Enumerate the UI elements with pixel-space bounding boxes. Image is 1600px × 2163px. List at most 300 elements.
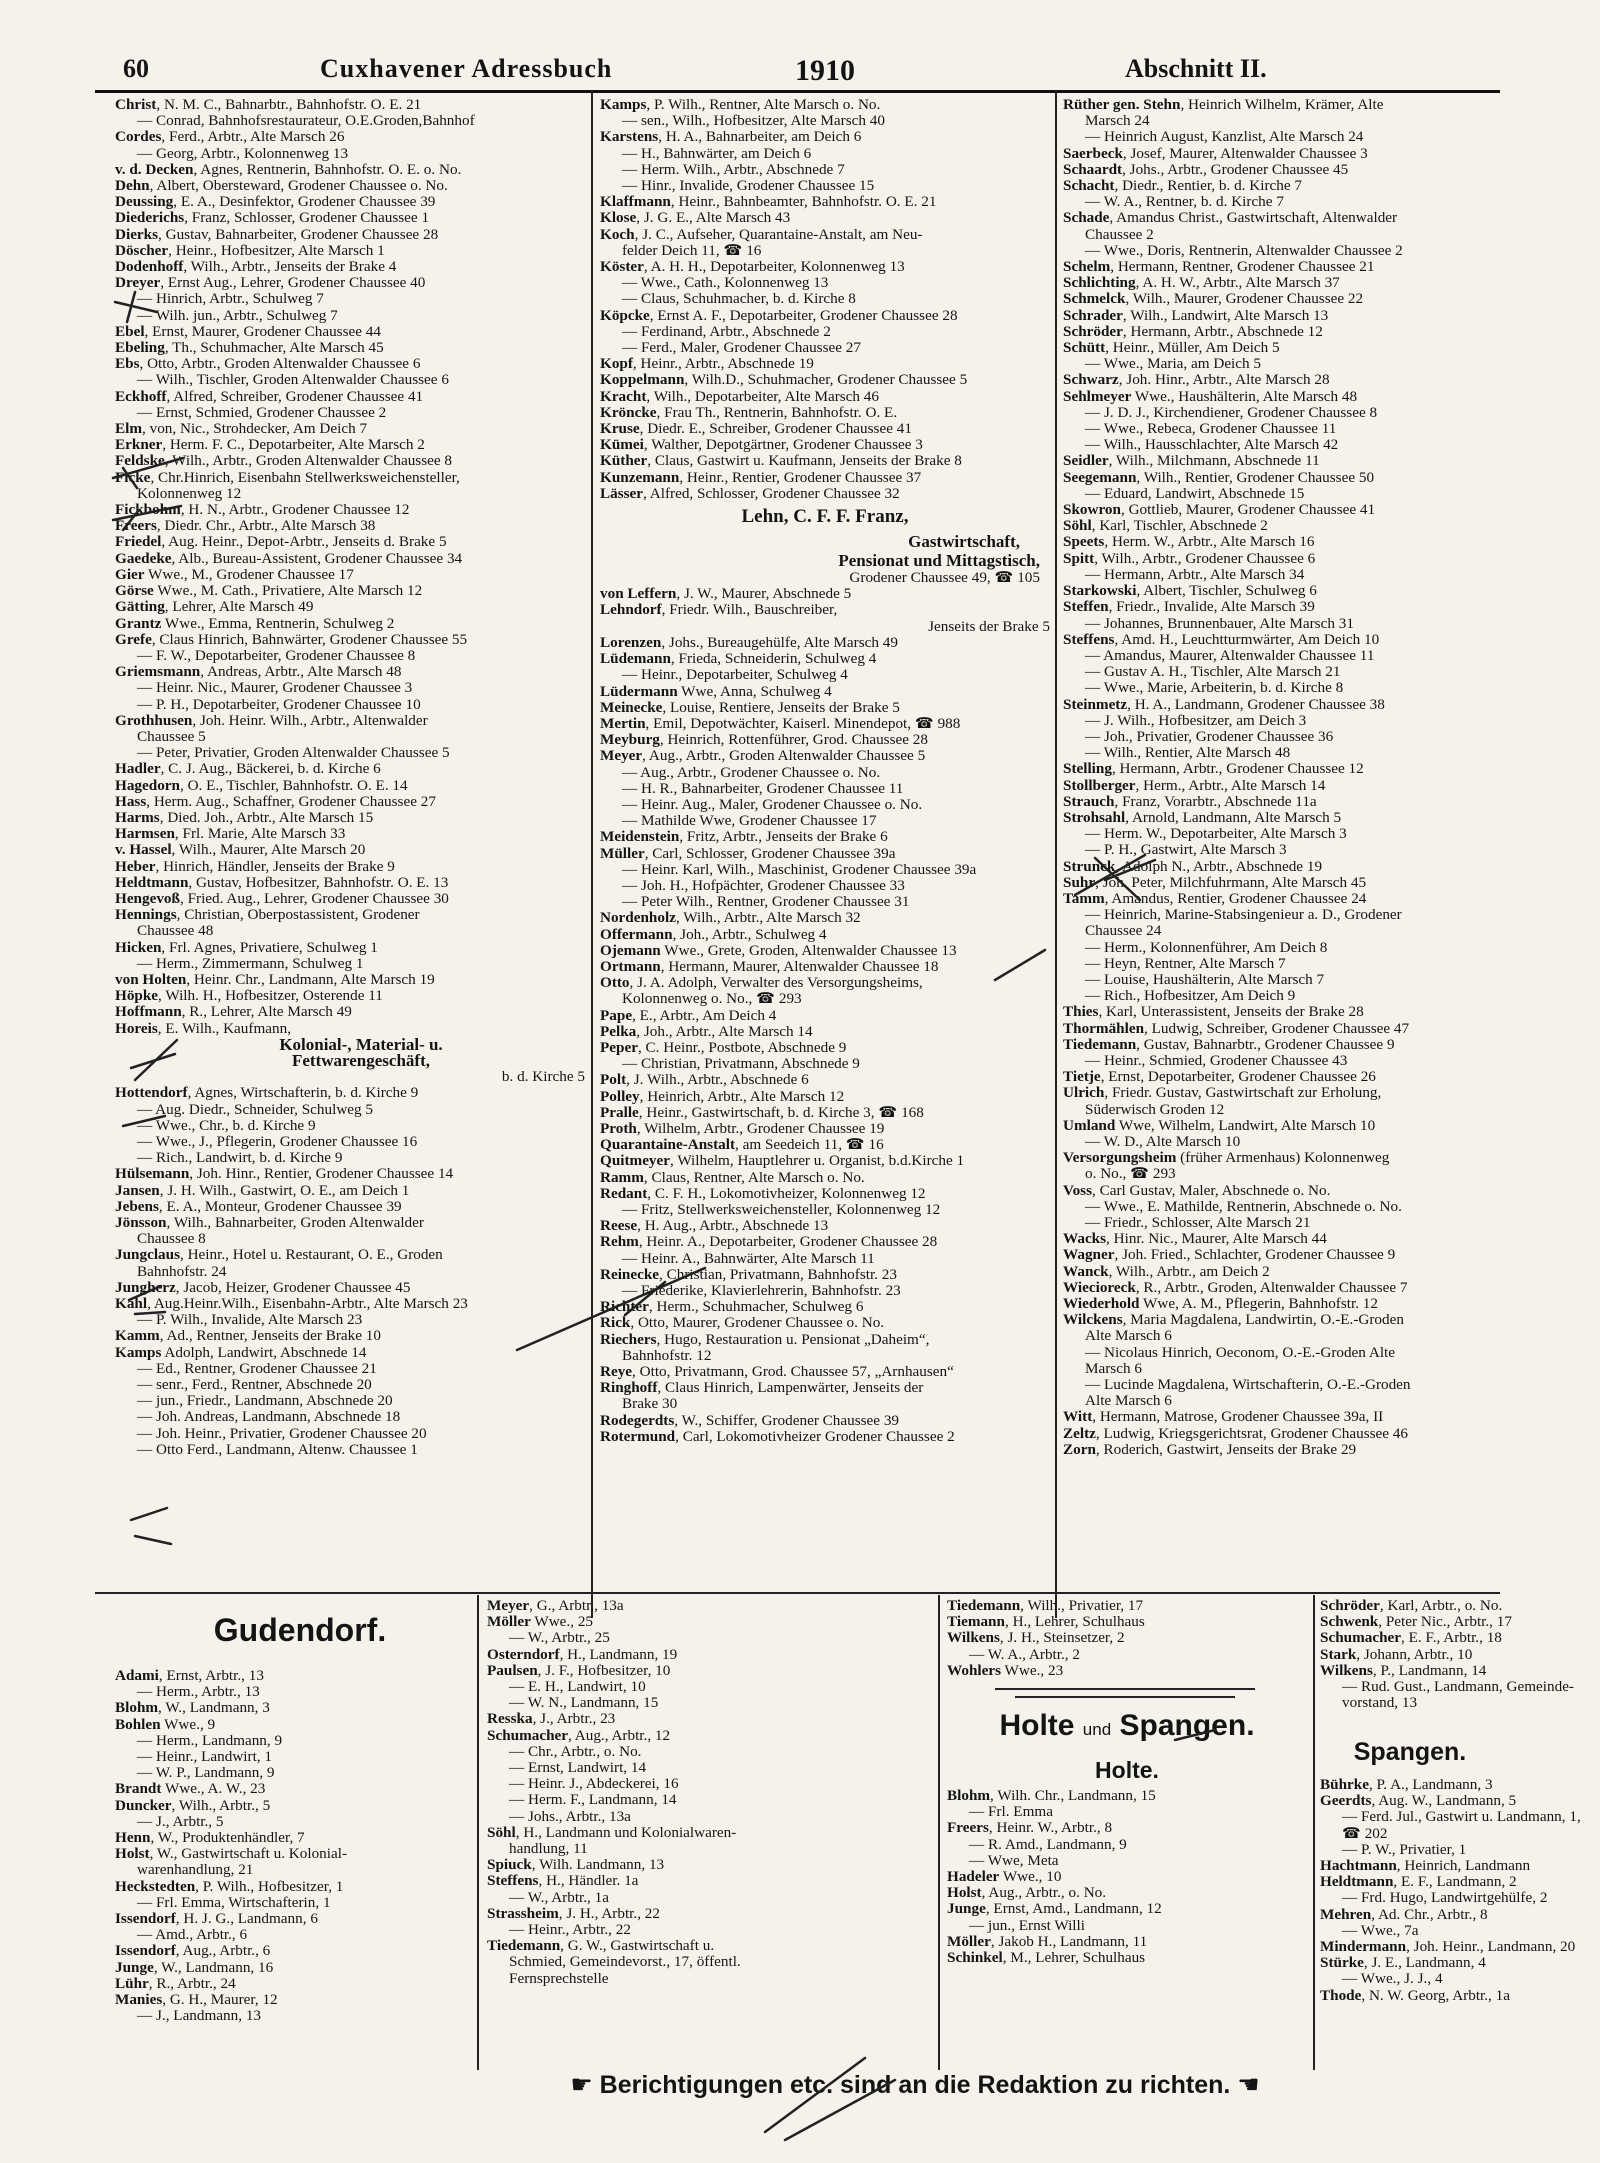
entry-details: — Heinr. Karl, Wilh., Maschinist, Grodener Chaussee 39a bbox=[622, 860, 977, 878]
entry-details: , Roderich, Gastwirt, Jenseits der Brake 29 bbox=[1095, 1440, 1357, 1458]
entry-details: , E. Wilh., Kaufmann, bbox=[157, 1019, 291, 1037]
entry-surname: Wohlers bbox=[947, 1661, 1002, 1679]
section-label: Abschnitt II. bbox=[1125, 54, 1267, 83]
entry-details: , Frl. Agnes, Privatiere, Schulweg 1 bbox=[161, 938, 378, 956]
entry-surname: Schlichting bbox=[1063, 274, 1136, 292]
entry-details: — Frl. Emma, Wirtschafterin, 1 bbox=[137, 1893, 331, 1911]
entry-surname: Reinecke bbox=[600, 1265, 660, 1283]
entry-details: , Wilh. H., Hofbesitzer, Osterende 11 bbox=[158, 987, 383, 1005]
entry-details: Alte Marsch 6 bbox=[1085, 1392, 1172, 1410]
entry-details: , H., Landmann, 19 bbox=[559, 1645, 678, 1663]
entry-surname: Eckhoff bbox=[115, 387, 167, 405]
entry-details: Wwe., 23 bbox=[1001, 1661, 1064, 1679]
entry-details: , N. W. Georg, Arbtr., 1a bbox=[1361, 1986, 1510, 2004]
entry-surname: Issendorf bbox=[115, 1910, 176, 1928]
entry-details: , Albert, Tischler, Schulweg 6 bbox=[1136, 582, 1317, 600]
entry-surname: Diederichs bbox=[115, 209, 185, 227]
entry-surname: Schelm bbox=[1063, 258, 1111, 276]
entry-surname: Kümei bbox=[600, 436, 644, 454]
entry-surname: Steffens bbox=[487, 1872, 539, 1890]
entry-details: Chaussee 2 bbox=[1085, 225, 1154, 243]
entry-details: — W., Arbtr., 25 bbox=[509, 1629, 610, 1647]
entry-surname: Horeis bbox=[115, 1019, 158, 1037]
entry-details: — J., Arbtr., 5 bbox=[137, 1812, 224, 1830]
entry-details: Marsch 24 bbox=[1085, 112, 1150, 130]
pencil-mark-icon bbox=[123, 1116, 165, 1126]
entry-details: , Aug.Heinr.Wilh., Eisenbahn-Arbtr., Alte Marsch 23 bbox=[147, 1295, 468, 1313]
entry-surname: Blohm bbox=[115, 1699, 159, 1717]
entry-details: Schmied, Gemeindevorst., 17, öffentl. bbox=[509, 1953, 741, 1971]
entry-details: (früher Armenhaus) Kolonnenweg bbox=[1176, 1149, 1390, 1167]
entry-surname: Wiederhold bbox=[1063, 1295, 1140, 1313]
entry-details: — Gustav A. H., Tischler, Alte Marsch 21 bbox=[1085, 663, 1341, 681]
entry-surname: Kahl bbox=[115, 1295, 148, 1313]
entry-surname: v. d. Decken bbox=[115, 160, 194, 178]
entry-details: ☎ 202 bbox=[1342, 1824, 1388, 1842]
entry-surname: Steffens bbox=[1063, 630, 1115, 648]
entry-surname: Koppelmann bbox=[600, 371, 685, 389]
entry-surname: Skowron bbox=[1063, 501, 1121, 519]
entry-details: Wwe, Anna, Schulweg 4 bbox=[677, 682, 832, 700]
entry-details: , Christian, Privatmann, Bahnhofstr. 23 bbox=[659, 1265, 897, 1283]
entry-surname: Riechers bbox=[600, 1330, 657, 1348]
entry-details: , Hermann, Arbtr., Abschnede 12 bbox=[1122, 322, 1323, 340]
pencil-mark-icon bbox=[131, 1508, 171, 1544]
entry-details: Chaussee 24 bbox=[1085, 922, 1162, 940]
entry-details: — Wwe., Maria, am Deich 5 bbox=[1085, 355, 1262, 373]
entry-details: , W., Landmann, 3 bbox=[158, 1699, 270, 1717]
entry-details: , Hinr. Nic., Maurer, Alte Marsch 44 bbox=[1106, 1230, 1327, 1248]
entry-details: , Andreas, Arbtr., Alte Marsch 48 bbox=[200, 663, 402, 681]
entry-surname: Kamps bbox=[115, 1343, 162, 1361]
entry-surname: Ringhoff bbox=[600, 1379, 658, 1397]
entry-surname: Jungherz bbox=[115, 1278, 176, 1296]
entry-details: , Friedr. Wilh., Bauschreiber, bbox=[661, 601, 838, 619]
entry-details: , H. A., Landmann, Grodener Chaussee 38 bbox=[1127, 695, 1385, 713]
entry-details: Wwe., A. W., 23 bbox=[161, 1780, 266, 1798]
entry-surname: Möller bbox=[487, 1613, 531, 1631]
entry-details: — Wilh., Hausschlachter, Alte Marsch 42 bbox=[1085, 436, 1339, 454]
entry-details: , Fried. Aug., Lehrer, Grodener Chaussee 30 bbox=[179, 889, 449, 907]
entry-details: — Eduard, Landwirt, Abschnede 15 bbox=[1085, 484, 1305, 502]
entry-surname: Lühr bbox=[115, 1974, 149, 1992]
entry-details: , O. E., Tischler, Bahnhofstr. O. E. 14 bbox=[179, 776, 408, 794]
entry-surname: Rodegerdts bbox=[600, 1411, 675, 1429]
entry-details: — Johannes, Brunnenbauer, Alte Marsch 31 bbox=[1085, 614, 1354, 632]
entry-details: , Jakob H., Landmann, 11 bbox=[990, 1932, 1148, 1950]
entry-details: , E. F., Arbtr., 18 bbox=[1401, 1629, 1502, 1647]
entry-surname: Schaardt bbox=[1063, 160, 1123, 178]
entry-details: , J. F., Hofbesitzer, 10 bbox=[537, 1661, 671, 1679]
entry-details: , Wilh., Arbtr., Grodener Chaussee 6 bbox=[1094, 549, 1316, 567]
pointing-hand-left-icon: ☛ bbox=[570, 2071, 600, 2099]
entry-surname: Schumacher bbox=[487, 1726, 568, 1744]
entry-details: , Wilh., Arbtr., Jenseits der Brake 4 bbox=[183, 258, 397, 276]
entry-details: , Friedr., Invalide, Alte Marsch 39 bbox=[1108, 598, 1315, 616]
entry-surname: Hachtmann bbox=[1320, 1857, 1397, 1875]
entry-details: — W. A., Arbtr., 2 bbox=[969, 1645, 1080, 1663]
entry-details: , J. G. E., Alte Marsch 43 bbox=[636, 209, 791, 227]
entry-details: — Ferd. Jul., Gastwirt u. Landmann, 1, bbox=[1342, 1808, 1581, 1826]
entry-details: — Wwe., Cath., Kolonnenweg 13 bbox=[622, 274, 829, 292]
entry-surname: Erkner bbox=[115, 436, 163, 454]
entry-surname: Kopf bbox=[600, 355, 633, 373]
entry-surname: Christ bbox=[115, 96, 157, 113]
entry-surname: Wilkens bbox=[947, 1629, 1000, 1647]
entry-details: , C. F. H., Lokomotivheizer, Kolonnenweg 12 bbox=[647, 1184, 926, 1202]
entry-details: , Heinr., Arbtr., Abschnede 19 bbox=[632, 355, 814, 373]
entry-surname: Wiecioreck bbox=[1063, 1278, 1136, 1296]
entry-details: , H., Landmann und Kolonialwaren- bbox=[515, 1823, 737, 1841]
entry-surname: Schinkel bbox=[947, 1949, 1003, 1967]
entry-details: — Heinr., Depotarbeiter, Schulweg 4 bbox=[622, 666, 848, 684]
entry-details: , Carl, Schlosser, Grodener Chaussee 39a bbox=[644, 844, 896, 862]
entry-details: , C. Heinr., Postbote, Abschnede 9 bbox=[637, 1038, 847, 1056]
entry-surname: Harmsen bbox=[115, 825, 175, 843]
entry-surname: Grothhusen bbox=[115, 711, 193, 729]
entry-surname: Mehren bbox=[1320, 1905, 1372, 1923]
entry-details: , Heinr. W., Arbtr., 8 bbox=[988, 1819, 1113, 1837]
entry-surname: Hagedorn bbox=[115, 776, 180, 794]
entry-details: , Claus, Rentner, Alte Marsch o. No. bbox=[643, 1168, 865, 1186]
entry-details: — Wilh. jun., Arbtr., Schulweg 7 bbox=[137, 306, 338, 324]
entry-surname: Meyburg bbox=[600, 731, 660, 749]
entry-details: Wwe., 25 bbox=[530, 1613, 594, 1631]
entry-surname: Mertin bbox=[600, 714, 646, 732]
entry-surname: Griemsmann bbox=[115, 663, 201, 681]
entry-surname: Hengevoß bbox=[115, 889, 180, 907]
entry-surname: Polley bbox=[600, 1087, 640, 1105]
entry-details: Wwe., Grete, Groden, Altenwalder Chaussee 13 bbox=[660, 941, 957, 959]
entry-details: , Johs., Arbtr., Grodener Chaussee 45 bbox=[1122, 160, 1349, 178]
entry-details: , R., Arbtr., Groden, Altenwalder Chaussee 7 bbox=[1135, 1278, 1408, 1296]
entry-details: , Joh., Arbtr., Alte Marsch 14 bbox=[636, 1022, 813, 1040]
entry-surname: Lässer bbox=[600, 484, 644, 502]
entry-details: — Claus, Schuhmacher, b. d. Kirche 8 bbox=[622, 290, 856, 308]
entry-details: , Carl Gustav, Maler, Abschnede o. No. bbox=[1092, 1181, 1331, 1199]
entry-details: , J. C., Aufseher, Quarantaine-Anstalt, am Neu- bbox=[634, 225, 923, 243]
entry-details: , Otto, Arbtr., Groden Altenwalder Chaussee 6 bbox=[139, 355, 421, 373]
entry-details: — Heinr., Landwirt, 1 bbox=[137, 1748, 272, 1766]
entry-details: , Wilh., Maurer, Grodener Chaussee 22 bbox=[1125, 290, 1364, 308]
entry-surname: Meyer bbox=[487, 1597, 530, 1614]
pencil-mark-icon bbox=[765, 2058, 895, 2140]
entry-details: — J. D. J., Kirchendiener, Grodener Chaussee 8 bbox=[1085, 403, 1378, 421]
entry-details: — Heyn, Rentner, Alte Marsch 7 bbox=[1085, 954, 1286, 972]
entry-details: , Lehrer, Alte Marsch 49 bbox=[164, 598, 314, 616]
page-number: 60 bbox=[123, 54, 149, 83]
entry-details: , Gustav, Bahnarbeiter, Grodener Chaussee 28 bbox=[158, 225, 439, 243]
entry-surname: Schumacher bbox=[1320, 1629, 1401, 1647]
entry-details: — Heinr., Arbtr., 22 bbox=[509, 1921, 631, 1939]
entry-details: — Heinrich, Marine-Stabsingenieur a. D., Grodener bbox=[1085, 906, 1402, 924]
entry-details: , Ernst, Maurer, Grodener Chaussee 44 bbox=[144, 322, 381, 340]
entry-surname: Nordenholz bbox=[600, 909, 676, 927]
entry-details: , Ernst Aug., Lehrer, Grodener Chaussee 40 bbox=[160, 274, 426, 292]
pencil-mark-icon bbox=[517, 1265, 705, 1350]
entry-details: , Ernst, Arbtr., 13 bbox=[158, 1667, 264, 1684]
entry-details: , Fritz, Arbtr., Jenseits der Brake 6 bbox=[679, 828, 888, 846]
entry-surname: Deussing bbox=[115, 193, 174, 211]
entry-details: , Otto, Maurer, Grodener Chaussee o. No. bbox=[630, 1314, 885, 1332]
entry-surname: Suhr bbox=[1063, 873, 1096, 891]
entry-details: — Peter Wilh., Rentner, Grodener Chaussee 31 bbox=[622, 893, 910, 911]
entry-details: , Louise, Rentiere, Jenseits der Brake 5 bbox=[662, 698, 900, 716]
entry-surname: Ficke bbox=[115, 468, 151, 486]
entry-details: Wwe., Haushälterin, Alte Marsch 48 bbox=[1131, 387, 1358, 405]
entry-details: , Heinr., Hotel u. Restaurant, O. E., Groden bbox=[180, 1246, 443, 1264]
entry-details: — Otto Ferd., Landmann, Altenw. Chaussee 1 bbox=[137, 1440, 418, 1458]
entry-details: — W. A., Rentner, b. d. Kirche 7 bbox=[1085, 193, 1284, 211]
entry-details: — Herm. W., Depotarbeiter, Alte Marsch 3 bbox=[1085, 825, 1347, 843]
entry-details: — Amd., Arbtr., 6 bbox=[137, 1926, 248, 1944]
entry-surname: Ebs bbox=[115, 355, 140, 373]
entry-surname: Kunzemann bbox=[600, 468, 680, 486]
entry-details: — E. H., Landwirt, 10 bbox=[509, 1678, 646, 1696]
entry-details: — Louise, Haushälterin, Alte Marsch 7 bbox=[1085, 970, 1325, 988]
entry-details: , Claus, Gastwirt u. Kaufmann, Jenseits der Brake 8 bbox=[647, 452, 962, 470]
entry-surname: Brandt bbox=[115, 1780, 162, 1798]
entry-surname: Jönsson bbox=[115, 1214, 167, 1232]
entry-details: , W., Gastwirtschaft u. Kolonial- bbox=[149, 1845, 348, 1863]
entry-surname: Meyer bbox=[600, 747, 643, 765]
entry-details: , Christian, Oberpostassistent, Grodener bbox=[176, 906, 420, 924]
entry-details: , Diedr. Chr., Arbtr., Alte Marsch 38 bbox=[156, 517, 376, 535]
entry-details: — Rich., Hofbesitzer, Am Deich 9 bbox=[1085, 987, 1296, 1005]
ad-line: Pensionat und Mittagstisch, bbox=[838, 551, 1040, 571]
entry-surname: Klaffmann bbox=[600, 193, 671, 211]
entry-surname: Lüdemann bbox=[600, 650, 671, 668]
entry-surname: Döscher bbox=[115, 241, 169, 259]
entry-surname: Cordes bbox=[115, 128, 162, 146]
entry-surname: Schütt bbox=[1063, 339, 1106, 357]
entry-details: , Aug., Arbtr., 12 bbox=[568, 1726, 671, 1744]
entry-details: Bahnhofstr. 12 bbox=[622, 1346, 712, 1364]
entry-details: — J., Landmann, 13 bbox=[137, 2007, 262, 2025]
entry-details: , Karl, Arbtr., o. No. bbox=[1379, 1597, 1503, 1614]
entry-details: , H. Aug., Arbtr., Abschnede 13 bbox=[637, 1217, 829, 1235]
entry-surname: Dreyer bbox=[115, 274, 161, 292]
entry-details: , Alfred, Schlosser, Grodener Chaussee 32 bbox=[643, 484, 900, 502]
entry-details: , Amandus Christ., Gastwirtschaft, Altenwalder bbox=[1109, 209, 1398, 227]
entry-details: , Herm., Schuhmacher, Schulweg 6 bbox=[648, 1298, 864, 1316]
entry-details: , E. A., Desinfektor, Grodener Chaussee 39 bbox=[173, 193, 436, 211]
entry-details: , Herm. Aug., Schaffner, Grodener Chaussee 27 bbox=[146, 792, 436, 810]
entry-details: , Wilh., Arbtr., Alte Marsch 32 bbox=[675, 909, 861, 927]
entry-surname: Voss bbox=[1063, 1181, 1092, 1199]
entry-details: Brake 30 bbox=[622, 1395, 678, 1413]
entry-details: , Karl, Tischler, Abschnede 2 bbox=[1091, 517, 1268, 535]
entry-surname: von Holten bbox=[115, 970, 187, 988]
entry-surname: Freers bbox=[947, 1819, 989, 1837]
entry-details: — Herm., Arbtr., 13 bbox=[137, 1683, 260, 1701]
entry-details: , Amd. H., Leuchtturmwärter, Am Deich 10 bbox=[1114, 630, 1380, 648]
entry-surname: Ortmann bbox=[600, 957, 661, 975]
entry-details: Wwe., Emma, Rentnerin, Schulweg 2 bbox=[161, 614, 395, 632]
entry-details: , Joh. Hinr., Rentier, Grodener Chaussee 14 bbox=[189, 1165, 454, 1183]
entry-details: , Heinrich Wilhelm, Krämer, Alte bbox=[1180, 96, 1384, 113]
entry-details: , Hugo, Restauration u. Pensionat „Daheim“, bbox=[656, 1330, 930, 1348]
entry-details: , Alb., Bureau-Assistent, Grodener Chaussee 34 bbox=[171, 549, 463, 567]
entry-surname: Hottendorf bbox=[115, 1084, 188, 1102]
entry-details: Alte Marsch 6 bbox=[1085, 1327, 1172, 1345]
entry-details: , Herm. W., Arbtr., Alte Marsch 16 bbox=[1104, 533, 1315, 551]
entry-details: , Wilh., Arbtr., Groden Altenwalder Chaussee 8 bbox=[164, 452, 452, 470]
entry-surname: Jansen bbox=[115, 1181, 160, 1199]
entry-surname: Stark bbox=[1320, 1645, 1357, 1663]
entry-details: — Joh., Privatier, Grodener Chaussee 36 bbox=[1085, 727, 1334, 745]
entry-surname: Söhl bbox=[487, 1823, 516, 1841]
entry-surname: Tiemann bbox=[947, 1613, 1005, 1631]
entry-surname: Kruse bbox=[600, 420, 640, 438]
entry-surname: Strauch bbox=[1063, 792, 1115, 810]
entry-surname: Junge bbox=[115, 1958, 154, 1976]
entry-details: , Arnold, Landmann, Alte Marsch 5 bbox=[1125, 808, 1342, 826]
holte-title-a: Holte bbox=[999, 1709, 1075, 1742]
entry-surname: Steffen bbox=[1063, 598, 1109, 616]
entry-surname: Strassheim bbox=[487, 1904, 559, 1922]
pointing-hand-right-icon: ☚ bbox=[1230, 2071, 1260, 2099]
entry-details: , Heinr., Müller, Am Deich 5 bbox=[1105, 339, 1280, 357]
entry-details: , Ad. Chr., Arbtr., 8 bbox=[1371, 1905, 1488, 1923]
entry-surname: Klose bbox=[600, 209, 637, 227]
entry-details: , Johs., Bureaugehülfe, Alte Marsch 49 bbox=[661, 633, 898, 651]
entry-details: , Wilh., Privatier, 17 bbox=[1020, 1597, 1144, 1614]
entry-details: Kolonnenweg o. No., ☎ 293 bbox=[622, 990, 802, 1008]
entry-details: , J. H., Steinsetzer, 2 bbox=[999, 1629, 1125, 1647]
holte-title-b: Spangen. bbox=[1119, 1709, 1255, 1742]
entry-details: — Aug. Diedr., Schneider, Schulweg 5 bbox=[137, 1100, 374, 1118]
entry-details: , E., Arbtr., Am Deich 4 bbox=[632, 1006, 777, 1024]
entry-details: , A. H. W., Arbtr., Alte Marsch 37 bbox=[1135, 274, 1340, 292]
entry-details: , H., Händler. 1a bbox=[538, 1872, 639, 1890]
entry-surname: Meidenstein bbox=[600, 828, 680, 846]
entry-details: Wwe, Wilhelm, Landwirt, Alte Marsch 10 bbox=[1115, 1116, 1376, 1134]
entry-details: — Wwe., E. Mathilde, Rentnerin, Abschnede o. No. bbox=[1085, 1197, 1402, 1215]
entry-details: , J. E., Landmann, 4 bbox=[1363, 1954, 1486, 1972]
entry-surname: Köster bbox=[600, 258, 644, 276]
entry-surname: Meinecke bbox=[600, 698, 663, 716]
entry-details: — P. W., Privatier, 1 bbox=[1342, 1840, 1467, 1858]
entry-surname: Schade bbox=[1063, 209, 1110, 227]
entry-details: — Ferd., Maler, Grodener Chaussee 27 bbox=[622, 339, 861, 357]
entry-surname: Heber bbox=[115, 857, 156, 875]
entry-surname: Tiedemann bbox=[487, 1937, 561, 1955]
gudendorf-title: Gudendorf. bbox=[213, 1612, 387, 1648]
entry-details: — Friederike, Klavierlehrerin, Bahnhofstr. 23 bbox=[622, 1282, 901, 1300]
entry-details: — Frl. Emma bbox=[969, 1803, 1053, 1821]
entry-surname: Kamps bbox=[600, 96, 647, 113]
entry-details: , Joh. Hinr., Arbtr., Alte Marsch 28 bbox=[1118, 371, 1330, 389]
entry-surname: Proth bbox=[600, 1119, 637, 1137]
entry-surname: Tamm bbox=[1063, 889, 1105, 907]
entry-details: , Maria Magdalena, Landwirtin, O.-E.-Groden bbox=[1122, 1311, 1404, 1329]
entry-details: , Adolph N., Arbtr., Abschnede 19 bbox=[1115, 857, 1323, 875]
ad-line: Gastwirtschaft, bbox=[908, 532, 1020, 552]
entry-surname: Hadler bbox=[115, 760, 161, 778]
entry-surname: Dehn bbox=[115, 177, 150, 195]
entry-surname: Elm bbox=[115, 420, 143, 438]
directory-page bbox=[95, 50, 1581, 2130]
entry-surname: Dodenhoff bbox=[115, 258, 184, 276]
entry-details: , Ferd., Arbtr., Alte Marsch 26 bbox=[161, 128, 345, 146]
entry-details: — Joh. Andreas, Landmann, Abschnede 18 bbox=[137, 1408, 401, 1426]
entry-details: — Ernst, Landwirt, 14 bbox=[509, 1759, 647, 1777]
entry-details: , H. J. G., Landmann, 6 bbox=[175, 1910, 318, 1928]
entry-details: — Heinr. Aug., Maler, Grodener Chaussee o. No. bbox=[622, 795, 923, 813]
entry-details: — senr., Ferd., Rentner, Abschnede 20 bbox=[137, 1376, 372, 1394]
entry-details: , Claus Hinrich, Lampenwärter, Jenseits der bbox=[657, 1379, 924, 1397]
entry-surname: Kröncke bbox=[600, 403, 657, 421]
entry-details: — Heinr. Nic., Maurer, Grodener Chaussee 3 bbox=[137, 679, 413, 697]
entry-details: , Peter Nic., Arbtr., 17 bbox=[1378, 1613, 1512, 1631]
entry-details: , Heinrich, Landmann bbox=[1396, 1857, 1531, 1875]
entry-details: — Lucinde Magdalena, Wirtschafterin, O.-E.-Groden bbox=[1085, 1376, 1411, 1394]
entry-surname: Resska bbox=[487, 1710, 533, 1728]
holte-title-und: und bbox=[1082, 1720, 1112, 1739]
pencil-mark-icon bbox=[131, 1040, 177, 1080]
entry-details: , G. H., Maurer, 12 bbox=[162, 1991, 278, 2009]
entry-surname: Offermann bbox=[600, 925, 673, 943]
entry-details: , Emil, Depotwächter, Kaiserl. Minendepot, ☎ 988 bbox=[645, 714, 961, 732]
entry-details: , Gottlieb, Maurer, Grodener Chaussee 41 bbox=[1120, 501, 1376, 519]
entry-details: , Hermann, Matrose, Grodener Chaussee 39a, II bbox=[1092, 1408, 1384, 1426]
entry-surname: Jebens bbox=[115, 1197, 159, 1215]
entry-details: , P., Landmann, 14 bbox=[1372, 1661, 1487, 1679]
entry-details: , Jacob, Heizer, Grodener Chaussee 45 bbox=[175, 1278, 411, 1296]
holte-subtitle: Holte. bbox=[1095, 1757, 1159, 1783]
entry-details: , Carl, Lokomotivheizer Grodener Chaussee 2 bbox=[675, 1427, 955, 1445]
entry-surname: Schröder bbox=[1063, 322, 1123, 340]
entry-surname: Schmelck bbox=[1063, 290, 1126, 308]
entry-details: — Rud. Gust., Landmann, Gemeinde- bbox=[1342, 1678, 1574, 1696]
entry-details: , Johann, Arbtr., 10 bbox=[1356, 1645, 1473, 1663]
entry-details: , Diedr., Rentier, b. d. Kirche 7 bbox=[1114, 177, 1302, 195]
entry-details: — Wilh., Tischler, Groden Altenwalder Chaussee 6 bbox=[137, 371, 449, 389]
entry-details: , Friedr. Gustav, Gastwirtschaft zur Erholung, bbox=[1104, 1084, 1382, 1102]
entry-details: , Joh. Heinr. Wilh., Arbtr., Altenwalder bbox=[192, 711, 428, 729]
entry-surname: Versorgungsheim bbox=[1063, 1149, 1177, 1167]
entry-details: , Heinr., Hofbesitzer, Alte Marsch 1 bbox=[168, 241, 385, 259]
entry-details: — Christian, Privatmann, Abschnede 9 bbox=[622, 1055, 860, 1073]
entry-surname: Manies bbox=[115, 1991, 163, 2009]
entry-details: , Alfred, Schreiber, Grodener Chaussee 41 bbox=[166, 387, 424, 405]
entry-surname: Bohlen bbox=[115, 1715, 161, 1733]
entry-details: — J. Wilh., Hofbesitzer, am Deich 3 bbox=[1085, 711, 1307, 729]
entry-details: Kolonnenweg 12 bbox=[137, 484, 242, 502]
entry-details: , H. A., Bahnarbeiter, am Deich 6 bbox=[658, 128, 862, 146]
entry-surname: Schröder bbox=[1320, 1597, 1380, 1614]
entry-surname: Gaedeke bbox=[115, 549, 172, 567]
entry-details: , M., Lehrer, Schulhaus bbox=[1002, 1949, 1146, 1967]
entry-details: , Aug., Arbtr., 6 bbox=[175, 1942, 271, 1960]
entry-surname: Lehndorf bbox=[600, 601, 662, 619]
entry-details: — Johs., Arbtr., 13a bbox=[509, 1807, 631, 1825]
entry-surname: Quarantaine-Anstalt bbox=[600, 1136, 736, 1154]
entry-details: — Wwe., Marie, Arbeiterin, b. d. Kirche 8 bbox=[1085, 679, 1344, 697]
entry-surname: Jungclaus bbox=[115, 1246, 180, 1264]
entry-surname: Richter bbox=[600, 1298, 649, 1316]
entry-details: Kolonial-, Material- u. bbox=[279, 1034, 443, 1054]
entry-details: Wwe., M., Grodener Chaussee 17 bbox=[144, 565, 354, 583]
entry-surname: Strohsahl bbox=[1063, 808, 1126, 826]
entry-details: — Joh. H., Hofpächter, Grodener Chaussee 33 bbox=[622, 876, 905, 894]
pencil-mark-icon bbox=[113, 506, 181, 530]
entry-surname: Tietje bbox=[1063, 1068, 1101, 1086]
entry-details: , Joh., Arbtr., Schulweg 4 bbox=[672, 925, 827, 943]
entry-details: — W., Arbtr., 1a bbox=[509, 1888, 609, 1906]
entry-surname: Spitt bbox=[1063, 549, 1095, 567]
